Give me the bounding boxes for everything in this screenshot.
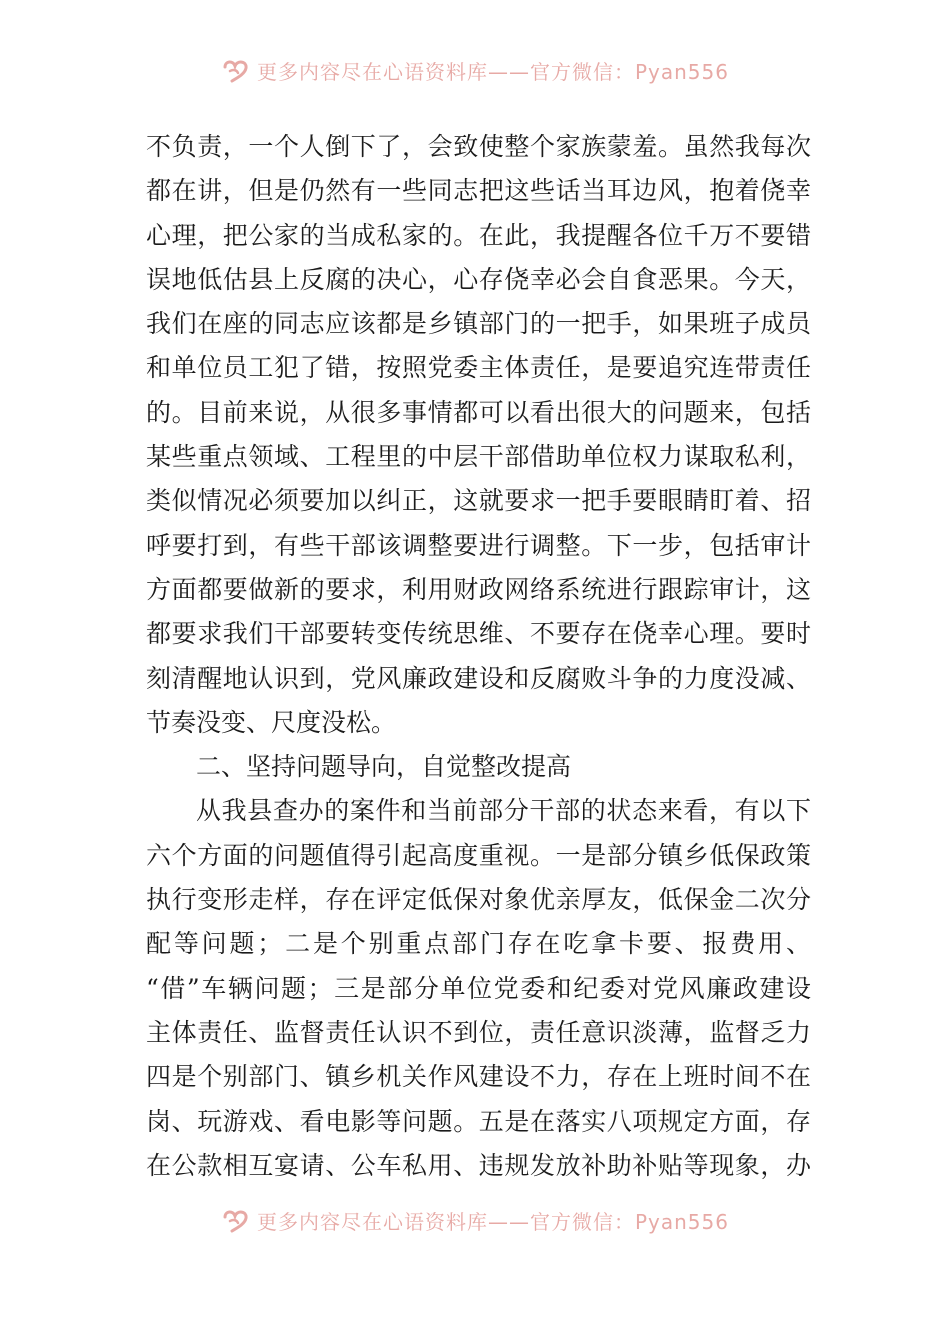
body-line: 岗、玩游戏、看电影等问题。五是在落实八项规定方面，存	[146, 1106, 811, 1136]
body-line: 四是个别部门、镇乡机关作风建设不力，存在上班时间不在	[146, 1062, 811, 1092]
body-line: 的。目前来说，从很多事情都可以看出很大的问题来，包括	[146, 397, 811, 427]
body-line: 和单位员工犯了错，按照党委主体责任，是要追究连带责任	[146, 353, 811, 383]
body-line: 刻清醒地认识到，党风廉政建设和反腐败斗争的力度没减、	[146, 663, 811, 693]
body-line: 方面都要做新的要求，利用财政网络系统进行跟踪审计，这	[146, 574, 811, 604]
watermark-text: 更多内容尽在心语资料库——官方微信：Pyan556	[256, 59, 729, 84]
body-line: “借”车辆问题；三是部分单位党委和纪委对党风廉政建设	[146, 973, 811, 1003]
header-watermark	[0, 50, 950, 90]
body-line: 我们在座的同志应该都是乡镇部门的一把手，如果班子成员	[146, 309, 811, 339]
body-line: 心理，把公家的当成私家的。在此，我提醒各位千万不要错	[146, 220, 811, 250]
body-line: 主体责任、监督责任认识不到位，责任意识淡薄，监督乏力	[146, 1017, 811, 1047]
body-line: 某些重点领域、工程里的中层干部借助单位权力谋取私利，	[146, 442, 811, 472]
watermark-text: 更多内容尽在心语资料库——官方微信：Pyan556	[256, 1209, 729, 1234]
body-line: 在公款相互宴请、公车私用、违规发放补助补贴等现象，办	[146, 1150, 811, 1180]
heart-logo-icon	[221, 1207, 251, 1233]
body-line: 都在讲，但是仍然有一些同志把这些话当耳边风，抱着侥幸	[146, 176, 811, 206]
body-line: 从我县查办的案件和当前部分干部的状态来看，有以下	[196, 796, 811, 826]
body-line: 六个方面的问题值得引起高度重视。一是部分镇乡低保政策	[146, 840, 811, 870]
footer-watermark	[0, 1200, 950, 1240]
body-line: 误地低估县上反腐的决心，心存侥幸必会自食恶果。今天，	[146, 264, 811, 294]
document-body	[146, 125, 811, 1188]
section-heading: 二、坚持问题导向，自觉整改提高	[196, 752, 572, 782]
body-line: 执行变形走样，存在评定低保对象优亲厚友，低保金二次分	[146, 885, 811, 915]
body-line: 节奏没变、尺度没松。	[146, 707, 397, 737]
body-line: 不负责，一个人倒下了，会致使整个家族蒙羞。虽然我每次	[146, 132, 811, 161]
body-line: 呼要打到，有些干部该调整要进行调整。下一步，包括审计	[146, 530, 811, 560]
heart-logo-icon	[221, 57, 251, 83]
body-line: 都要求我们干部要转变传统思维、不要存在侥幸心理。要时	[146, 619, 811, 649]
body-line: 配等问题；二是个别重点部门存在吃拿卡要、报费用、	[146, 929, 811, 959]
body-line: 类似情况必须要加以纠正，这就要求一把手要眼睛盯着、招	[146, 486, 811, 516]
